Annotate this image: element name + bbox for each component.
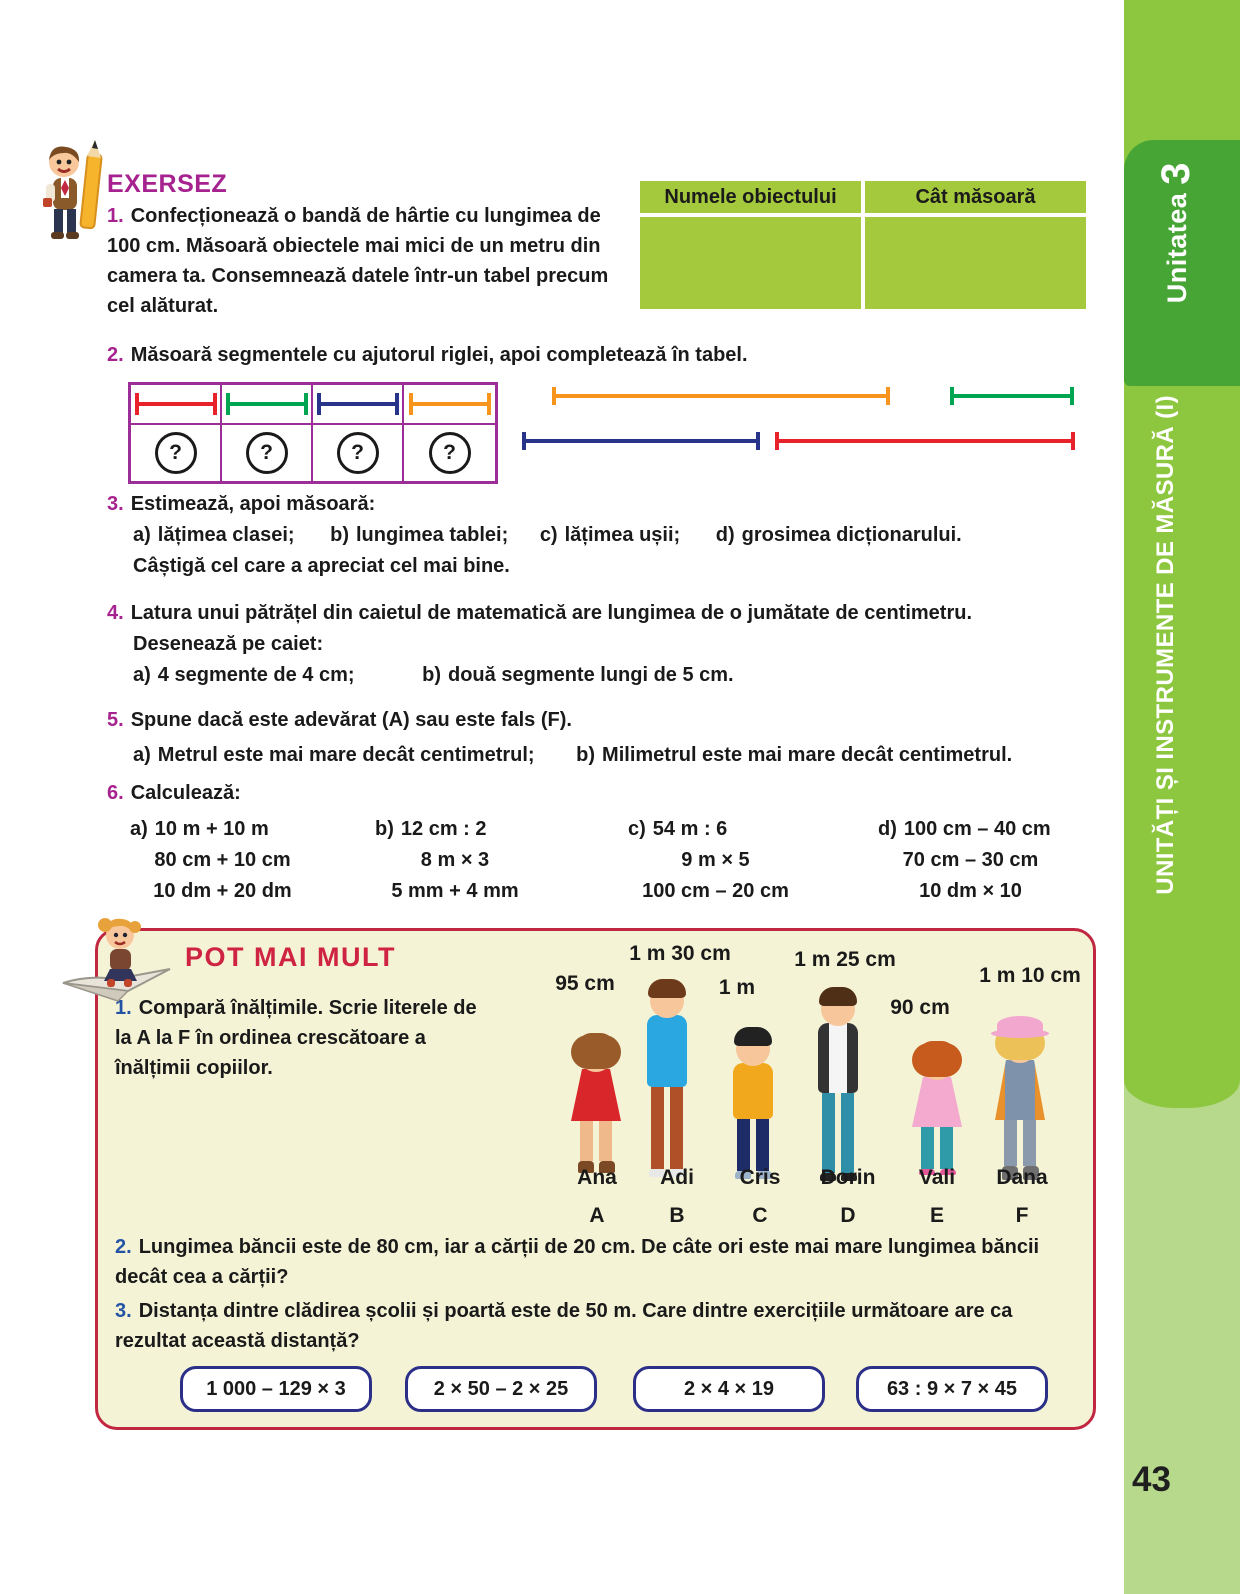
girl-on-paper-plane-icon [58,905,188,1010]
segment-answer-table [128,382,498,484]
child-name-ana: Ana [577,1166,617,1189]
item-text: Metrul este mai mare decât centimetrul; [157,744,535,766]
child-figure-ana [571,1038,621,1173]
item-label: a) [133,664,151,686]
segment-orange [552,387,890,405]
calc-column-b [375,814,535,907]
segment-icon-green [226,393,308,415]
exercise-4-items [133,660,734,690]
segment-icon-orange [409,393,491,415]
exercise-5 [107,705,572,735]
question-mark-icon: ? [155,432,197,474]
item-text: lungimea tablei; [356,524,509,546]
question-mark-icon: ? [429,432,471,474]
exercise-4 [107,598,1107,628]
calc-expression: 10 dm + 20 dm [153,880,292,902]
exercise-5-line1: Spune dacă este adevărat (A) sau este fals (F). [130,709,572,731]
item-label: d) [715,524,735,546]
height-label-dorin: 1 m 25 cm [794,948,896,971]
exercise-5-items [133,740,1012,770]
calc-expression: 100 cm – 40 cm [903,818,1051,840]
exercise-6-intro: Calculează: [130,782,241,804]
item-label: c) [628,818,646,840]
child-figure-dorin [818,992,858,1181]
answer-option-4: 63 : 9 × 7 × 45 [856,1366,1048,1412]
unit-word: Unitatea [1162,192,1192,304]
segment-red [775,432,1075,450]
item-label: c) [539,524,558,546]
exercise-3-intro: Estimează, apoi măsoară: [130,493,376,515]
calc-column-c [628,814,803,907]
exercise-4-line1: Latura unui pătrățel din caietul de matematică are lungimea de o jumătate de centimetru. [130,602,973,624]
calc-expression: 5 mm + 4 mm [391,880,519,902]
item-text: două segmente lungi de 5 cm. [448,664,734,686]
pot-exercise-3-number: 3. [115,1300,132,1322]
height-label-adi: 1 m 30 cm [629,942,731,965]
child-letter-c: C [752,1204,768,1227]
exercise-3-number: 3. [107,493,124,515]
item-text: Milimetrul este mai mare decât centimetrul. [602,744,1013,766]
exercise-6 [107,778,241,808]
sidebar-strip-pale [1124,1060,1240,1594]
pot-exercise-2 [115,1232,1080,1292]
exercise-1-text: Confecționează o bandă de hârtie cu lungimea de 100 cm. Măsoară obiectele mai mici de un metru din camera ta. Consemnează datele într-un tabel precum cel alăturat. [107,205,609,317]
unit-label [1154,162,1199,303]
child-name-dorin: Dorin [820,1166,876,1189]
child-letter-e: E [929,1204,944,1227]
answer-option-1: 1 000 – 129 × 3 [180,1366,372,1412]
exercise-3-outro: Câștigă cel care a apreciat cel mai bine. [133,555,510,577]
calc-expression: 10 m + 10 m [154,818,269,840]
exercise-5-number: 5. [107,709,124,731]
item-label: a) [130,818,148,840]
calc-expression: 12 cm : 2 [400,818,487,840]
calc-column-a [130,814,315,907]
item-label: b) [375,818,394,840]
height-label-ana: 95 cm [555,972,615,995]
pot-exercise-3-text: Distanța dintre clădirea școlii și poartă este de 50 m. Care dintre exercițiile următoare are ca rezultat această distanță? [115,1300,1013,1352]
pot-exercise-1-text: Compară înălțimile. Scrie literele de la A la F în ordinea crescătoare a înălțimii copiilor. [115,997,477,1079]
question-mark-icon: ? [246,432,288,474]
exercise-2-number: 2. [107,344,124,366]
pot-mai-mult-title: POT MAI MULT [185,942,396,972]
item-text: lățimea clasei; [157,524,295,546]
segment-icon-red [135,393,217,415]
exercise-2 [107,340,748,370]
calc-expression: 8 m × 3 [420,849,490,871]
item-text: 4 segmente de 4 cm; [157,664,355,686]
pot-exercise-2-number: 2. [115,1236,132,1258]
child-figure-dana [995,1016,1045,1180]
page-number: 43 [1132,1460,1171,1499]
boy-with-pencil-icon [38,136,114,244]
child-name-dana: Dana [996,1166,1048,1189]
exercise-4-line2: Desenează pe caiet: [133,633,324,655]
unit-subtitle: UNITĂȚI ȘI INSTRUMENTE DE MĂSURĂ (I) [1152,395,1179,895]
child-figure-vali [912,1046,962,1175]
record-table [640,181,1086,309]
exercise-4-number: 4. [107,602,124,624]
pot-exercise-2-text: Lungimea băncii este de 80 cm, iar a cărții de 20 cm. De câte ori este mai mare lungimea băncii decât cea a cărții? [115,1236,1040,1288]
unit-number: 3 [1154,162,1198,185]
record-table-empty-cell [865,217,1086,309]
calc-expression: 10 dm × 10 [919,880,1022,902]
item-label: a) [133,524,151,546]
record-table-header-measure: Cât măsoară [865,181,1086,213]
record-table-header-object: Numele obiectului [640,181,861,213]
pot-exercise-3 [115,1296,1080,1356]
item-text: grosimea dicționarului. [741,524,962,546]
pot-exercise-1-number: 1. [115,997,132,1019]
item-label: b) [422,664,441,686]
exercise-2-text: Măsoară segmentele cu ajutorul riglei, apoi completează în tabel. [130,344,748,366]
calc-expression: 100 cm – 20 cm [642,880,789,902]
calc-column-d [878,814,1063,907]
record-table-empty-cell [640,217,861,309]
exercise-3 [107,489,375,519]
exercise-3-items [133,520,962,550]
child-letter-d: D [840,1204,856,1227]
child-name-adi: Adi [660,1166,694,1189]
exercise-1 [107,201,621,321]
height-label-vali: 90 cm [890,996,950,1019]
exercise-6-number: 6. [107,782,124,804]
calc-expression: 54 m : 6 [652,818,728,840]
child-name-cris: Cris [739,1166,781,1189]
item-label: d) [878,818,897,840]
child-figure-cris [733,1032,773,1179]
child-letter-b: B [669,1204,685,1227]
item-text: lățimea ușii; [564,524,681,546]
child-letter-a: A [589,1204,605,1227]
height-label-dana: 1 m 10 cm [979,964,1081,987]
answer-option-2: 2 × 50 – 2 × 25 [405,1366,597,1412]
child-letter-f: F [1015,1204,1029,1227]
item-label: b) [576,744,596,766]
exercise-1-number: 1. [107,205,124,227]
segment-navy [522,432,760,450]
question-mark-icon: ? [337,432,379,474]
calc-expression: 9 m × 5 [681,849,750,871]
calc-expression: 70 cm – 30 cm [902,849,1039,871]
calc-expression: 80 cm + 10 cm [154,849,291,871]
segment-icon-navy [317,393,399,415]
pink-hat-icon [997,1016,1043,1034]
item-label: b) [330,524,349,546]
segment-green [950,387,1074,405]
child-name-vali: Vali [918,1166,956,1189]
item-label: a) [133,744,151,766]
answer-option-3: 2 × 4 × 19 [633,1366,825,1412]
section-title: EXERSEZ [107,170,228,198]
child-figure-adi [647,984,687,1177]
height-label-cris: 1 m [718,976,756,999]
